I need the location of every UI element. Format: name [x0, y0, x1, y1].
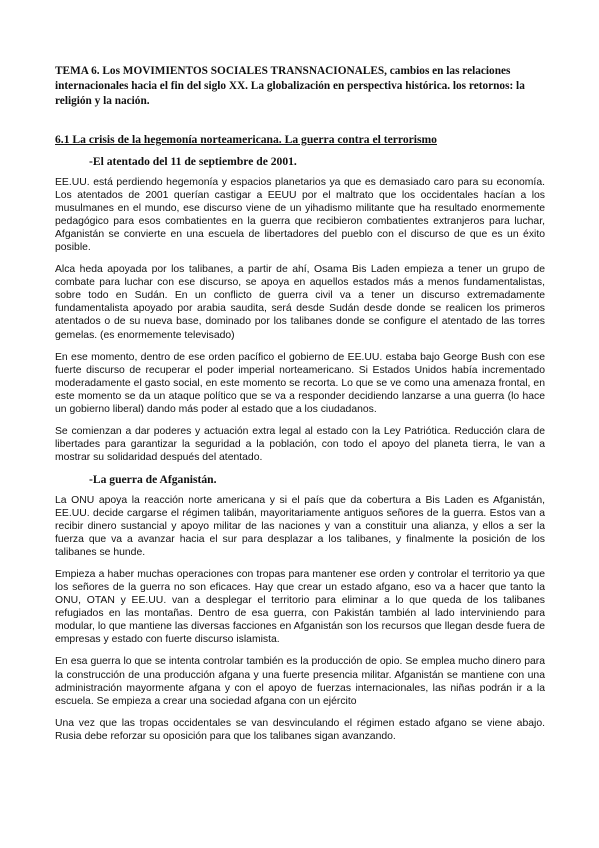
- paragraph: EE.UU. está perdiendo hegemonía y espacios planetarios ya que es demasiado caro para su economía. Los atentados de 2001 querían castigar a EEUU por el maltrato que los occidentales hacían a los musulmanes en el mundo, ese discurso viene de un yihadismo militante que ha resultado enormemente pedagógico para esos combatientes en la guerra que recibieron combatientes extranjeros para luchar, Afganistán se convierte en una escuela de libertadores del pueblo con el discurso de que es un éxito posible.: [55, 177, 545, 254]
- paragraph: Una vez que las tropas occidentales se van desvinculando el régimen estado afgano se viene abajo. Rusia debe reforzar su oposición para que los talibanes sigan avanzando.: [55, 717, 545, 742]
- paragraph: La ONU apoya la reacción norte americana y si el país que da cobertura a Bis Laden es Afganistán, EE.UU. decide cargarse el régimen talibán, mayoritariamente antiguos señores de la guerra. Estos van a recibir dinero sustancial y apoyo militar de las naciones y van a constituir una alianza, y ellos a ser la fuerza que va a avanzar hacia el sur para desplazar a los talibanes, y finalmente la posición de los talibanes se hunde.: [55, 494, 545, 559]
- paragraph: En esa guerra lo que se intenta controlar también es la producción de opio. Se emplea mucho dinero para la construcción de una producción afgana y una fuerte presencia militar. Afganistán se mantiene con una administración mayormente afgana y con el apoyo de fuerzas internacionales, las niñas podrán ir a la escuela. Se empieza a crear una sociedad afgana con un ejército: [55, 656, 545, 707]
- section-heading: 6.1 La crisis de la hegemonía norteamericana. La guerra contra el terrorismo: [55, 133, 437, 146]
- paragraph: Se comienzan a dar poderes y actuación extra legal al estado con la Ley Patriótica. Reducción clara de libertades para garantizar la seguridad a la población, con todo el apoyo del planeta tierra, le van a mostrar su solidaridad después del atentado.: [55, 425, 545, 463]
- document-title: TEMA 6. Los MOVIMIENTOS SOCIALES TRANSNACIONALES, cambios en las relaciones internacionales hacia el fin del siglo XX. La globalización en perspectiva histórica. los retornos: la religión y la nación.: [55, 65, 525, 107]
- paragraph: En ese momento, dentro de ese orden pacífico el gobierno de EE.UU. estaba bajo George Bush con ese fuerte discurso de recuperar el poder imperial norteamericano. Si Estados Unidos había incrementado moderadamente el gasto social, en este momento se recorta. Lo que se ve como una amenaza frontal, en este momento se da un ataque político que se va a responder decidiendo lanzarse a una guerra (lo hace un gobierno liberal) dando más poder al estado que a los ciudadanos.: [55, 351, 545, 415]
- paragraph: Alca heda apoyada por los talibanes, a partir de ahí, Osama Bis Laden empieza a tener un grupo de combate para luchar con ese discurso, se apoya en aquellos estados más a menos fundamentalistas, sobre todo en Sudán. En un conflicto de guerra civil va a tener un discurso extremadamente fundamentalista apoyado por arabia saudita, será desde Sudán desde donde se realicen los primeros atentados o de su nueva base, dominado por los talibanes donde se configure el atentado de las torres gemelas. (es enormemente televisado): [55, 264, 545, 341]
- paragraph: Empieza a haber muchas operaciones con tropas para mantener ese orden y controlar el territorio ya que los señores de la guerra no son eficaces. Hay que crear un estado afgano, eso va a hacer que tanto la ONU, OTAN y EE.UU. van a desplegar el territorio para eliminar a lo que queda de los talibanes refugiados en las montañas. Dentro de esa guerra, con Pakistán también al lado interviniendo para modular, lo que mantiene las diversas facciones en Afganistán son los recursos que llegan desde fuera de empresas y estado con fuerte discurso islamista.: [55, 569, 545, 646]
- subsection-heading-atentado: -El atentado del 11 de septiembre de 2001.: [89, 155, 297, 168]
- document-page: [55, 64, 545, 752]
- subsection-heading-afganistan: -La guerra de Afganistán.: [89, 472, 217, 486]
